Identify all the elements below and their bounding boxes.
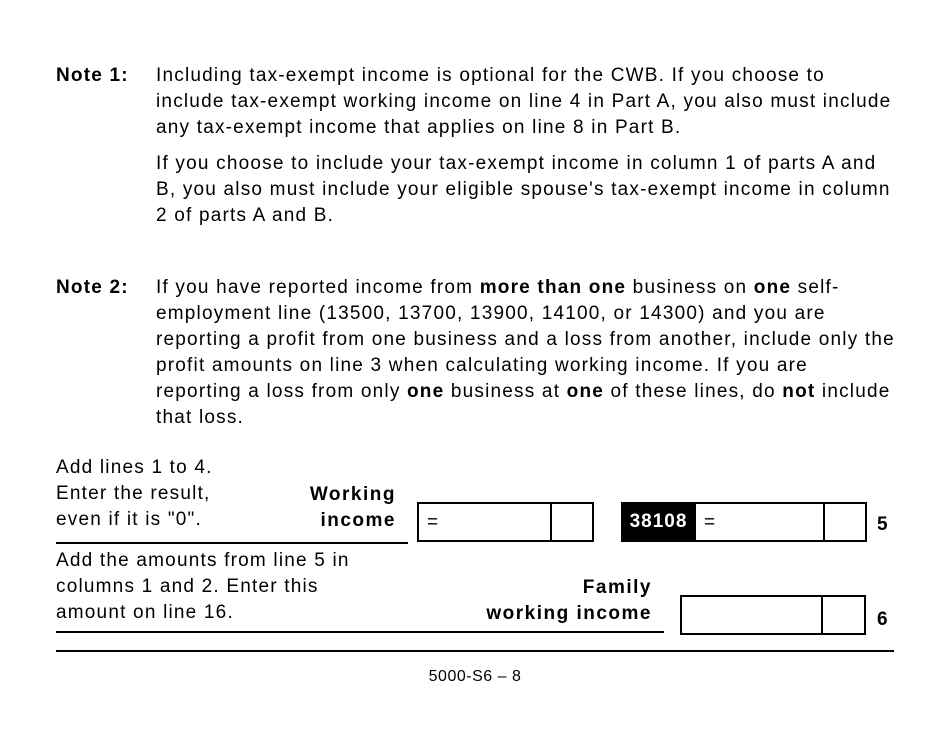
family-working-income-label: Family working income (486, 577, 652, 624)
equals-sign: = (427, 512, 439, 533)
line-number-6: 6 (877, 609, 888, 630)
note-1-paragraph-2: If you choose to include your tax-exempt income in column 1 of parts A and B, you also must include your eligible spouse's tax-exempt income in column 2 of parts A and B. (156, 153, 891, 226)
line-5-instructions: Add lines 1 to 4. Enter the result, even if it is "0". (56, 457, 213, 530)
line-6-rule (56, 631, 664, 633)
note-2-body (156, 275, 896, 431)
cents-divider (823, 504, 825, 540)
line-number-5: 5 (877, 514, 888, 535)
family-working-income-field[interactable] (680, 595, 866, 635)
note-2-paragraph: If you have reported income from more than one business on one self-employment line (13500, 13700, 13900, 14100, or 14300) and you are reporting a profit from one business and a loss from another, include only the profit amounts on line 3 when calculating working income. If you are reporting a loss from only one business at one of these lines, do not include that loss. (156, 277, 895, 428)
note-1-paragraph-1: Including tax-exempt income is optional for the CWB. If you choose to include tax-exempt working income on line 4 in Part A, you also must include any tax-exempt income that applies on line 8 in Part B. (156, 65, 892, 138)
note-1-label: Note 1: (56, 65, 129, 86)
working-income-column-1-field[interactable] (417, 502, 594, 542)
working-income-column-2-field[interactable] (694, 502, 867, 542)
footer-rule (56, 650, 894, 652)
line-5-rule (56, 542, 408, 544)
equals-sign: = (704, 512, 716, 533)
cents-divider (821, 597, 823, 633)
working-income-label: Working income (309, 484, 396, 531)
page-number: 5000-S6 – 8 (428, 668, 522, 685)
cents-divider (550, 504, 552, 540)
line-code-badge: 38108 (621, 502, 696, 542)
note-2-label: Note 2: (56, 277, 129, 298)
line-6-instructions: Add the amounts from line 5 in columns 1 and 2. Enter this amount on line 16. (56, 550, 350, 623)
note-1-body (156, 63, 896, 229)
